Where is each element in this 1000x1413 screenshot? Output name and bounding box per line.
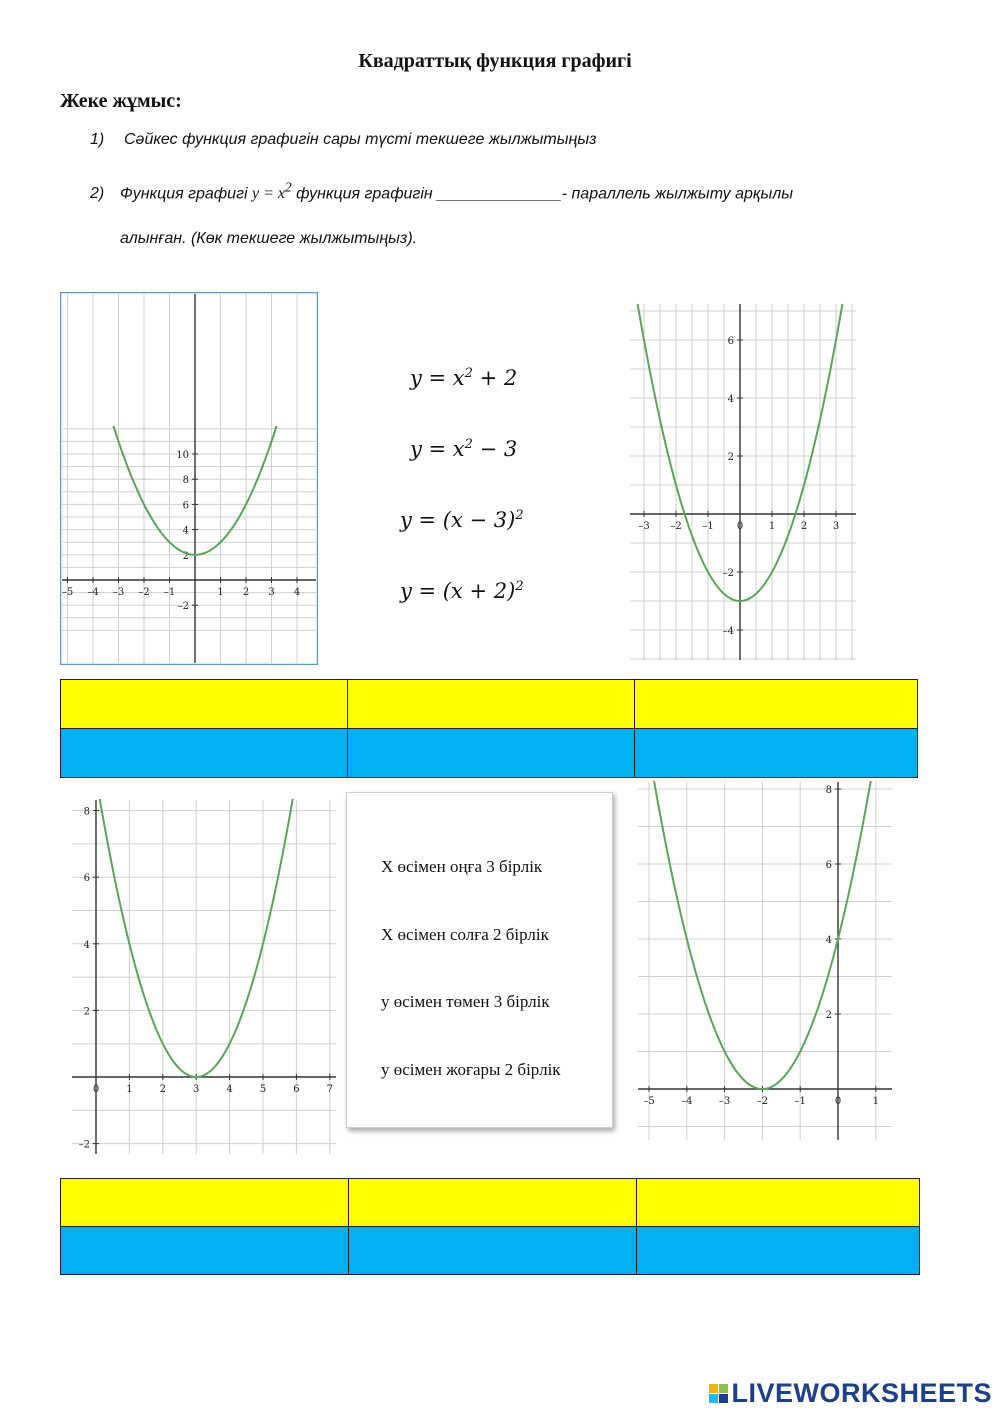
y-tick-label: 8 — [825, 785, 832, 796]
y-tick-label: –2 — [722, 568, 734, 579]
y-tick-label: 4 — [83, 939, 90, 951]
x-tick-label: –3 — [638, 521, 650, 532]
graph-3[interactable] — [70, 798, 338, 1156]
x-tick-label: 1 — [126, 1084, 133, 1095]
y-tick-label: 2 — [825, 1010, 832, 1021]
graph-1-svg — [60, 292, 318, 665]
x-tick-label: 7 — [326, 1084, 333, 1095]
x-tick-label: –3 — [112, 587, 125, 598]
shift-option[interactable]: Х өсімен солға 2 бірлік — [381, 925, 549, 944]
y-tick-label: 4 — [727, 394, 734, 405]
x-tick-label: 4 — [293, 587, 301, 598]
task-1 — [90, 131, 597, 149]
logo-text: LIVEWORKSHEETS — [731, 1378, 992, 1408]
y-tick-label: 6 — [825, 860, 832, 871]
x-tick-label: –5 — [643, 1096, 655, 1107]
x-tick-label: 1 — [872, 1096, 879, 1107]
task-1-text: Сәйкес функция графигін сары түсті текшеге жылжытыңыз — [124, 131, 597, 148]
shift-option[interactable]: Х өсімен оңға 3 бірлік — [381, 857, 543, 876]
graph-3-svg — [70, 798, 338, 1156]
x-tick-label: 1 — [768, 521, 776, 532]
x-tick-label: 3 — [193, 1084, 200, 1095]
x-tick-label: 3 — [832, 521, 840, 532]
y-tick-label: 8 — [182, 475, 189, 487]
blue-drop-cell[interactable] — [348, 729, 635, 778]
y-tick-label: 10 — [176, 450, 189, 461]
graph-4-svg — [636, 780, 894, 1142]
graph-2-svg — [628, 302, 858, 662]
y-tick-label: 6 — [182, 500, 189, 512]
graph-frame — [61, 293, 318, 665]
x-tick-label: 0 — [92, 1084, 100, 1095]
answer-table-2 — [60, 1178, 920, 1275]
x-tick-label: 0 — [736, 521, 744, 532]
task-2-middle: функция графигін ______________- параллель жылжыту арқылы — [291, 185, 794, 203]
x-tick-label: –4 — [87, 587, 99, 598]
x-tick-label: –2 — [138, 587, 150, 598]
shift-option[interactable]: у өсімен жоғары 2 бірлік — [381, 1060, 561, 1079]
formula-4[interactable]: $y = (x + 2)^2$ — [400, 579, 524, 603]
formula-1[interactable]: $y = x^2 + 2$ — [410, 366, 518, 390]
y-tick-label: 6 — [83, 873, 90, 885]
x-tick-label: –2 — [670, 521, 682, 532]
x-tick-label: 2 — [242, 587, 250, 598]
y-tick-label: 2 — [182, 550, 189, 562]
x-tick-label: –5 — [61, 587, 74, 598]
graph-background — [628, 302, 858, 662]
formula-2[interactable]: $y = x^2 - 3$ — [410, 437, 518, 461]
x-tick-label: 2 — [800, 521, 808, 532]
x-tick-label: 0 — [834, 1096, 842, 1107]
x-tick-label: –4 — [681, 1096, 693, 1107]
task-2-number: 2) — [90, 185, 105, 203]
x-tick-label: 1 — [217, 587, 224, 598]
y-tick-label: 4 — [825, 935, 832, 946]
task-2 — [90, 180, 793, 203]
liveworksheets-logo — [709, 1378, 992, 1409]
blue-drop-cell[interactable] — [635, 729, 918, 778]
x-tick-label: 5 — [259, 1084, 267, 1095]
graph-1[interactable] — [60, 292, 318, 665]
y-tick-label: 4 — [182, 525, 189, 537]
yellow-drop-cell[interactable] — [637, 1179, 920, 1227]
page-title: Квадраттық функция графигі — [358, 50, 632, 72]
x-tick-label: –2 — [756, 1096, 769, 1107]
shift-options-box — [346, 792, 613, 1128]
logo-icon — [709, 1384, 728, 1403]
y-tick-label: 8 — [83, 806, 90, 818]
x-tick-label: 3 — [268, 587, 275, 598]
yellow-drop-cell[interactable] — [61, 680, 348, 729]
blue-drop-cell[interactable] — [349, 1227, 637, 1275]
task-1-number: 1) — [90, 131, 105, 148]
formula-3[interactable]: $y = (x - 3)^2$ — [400, 508, 524, 532]
x-tick-label: –1 — [702, 521, 714, 532]
yellow-drop-cell[interactable] — [348, 680, 635, 729]
y-tick-label: –2 — [78, 1139, 90, 1151]
x-tick-label: –3 — [718, 1096, 731, 1107]
x-tick-label: 2 — [159, 1084, 166, 1095]
blue-drop-cell[interactable] — [61, 1227, 349, 1275]
x-tick-label: 4 — [226, 1084, 233, 1095]
graph-background — [636, 780, 894, 1142]
yellow-drop-cell[interactable] — [61, 1179, 349, 1227]
y-tick-label: –2 — [177, 601, 189, 613]
subtitle: Жеке жұмыс: — [60, 90, 182, 112]
graph-4[interactable] — [636, 780, 894, 1142]
task-2-line2: алынған. (Көк текшеге жылжытыңыз). — [120, 230, 418, 247]
yellow-drop-cell[interactable] — [349, 1179, 637, 1227]
y-tick-label: –4 — [722, 626, 734, 637]
blue-drop-cell[interactable] — [637, 1227, 920, 1275]
shift-option[interactable]: у өсімен төмен 3 бірлік — [381, 992, 550, 1011]
yellow-drop-cell[interactable] — [635, 680, 918, 729]
y-tick-label: 2 — [727, 452, 734, 463]
y-tick-label: 6 — [727, 336, 734, 347]
graph-2[interactable] — [628, 302, 858, 662]
x-tick-label: –1 — [163, 587, 176, 598]
task-2-function: $y = x^2$ — [251, 180, 292, 203]
task-2-prefix: Функция графигі — [120, 185, 252, 203]
blue-drop-cell[interactable] — [61, 729, 348, 778]
x-tick-label: –1 — [794, 1096, 806, 1107]
y-tick-label: 2 — [83, 1006, 90, 1018]
answer-table-1 — [60, 679, 918, 778]
x-tick-label: 6 — [293, 1084, 300, 1095]
